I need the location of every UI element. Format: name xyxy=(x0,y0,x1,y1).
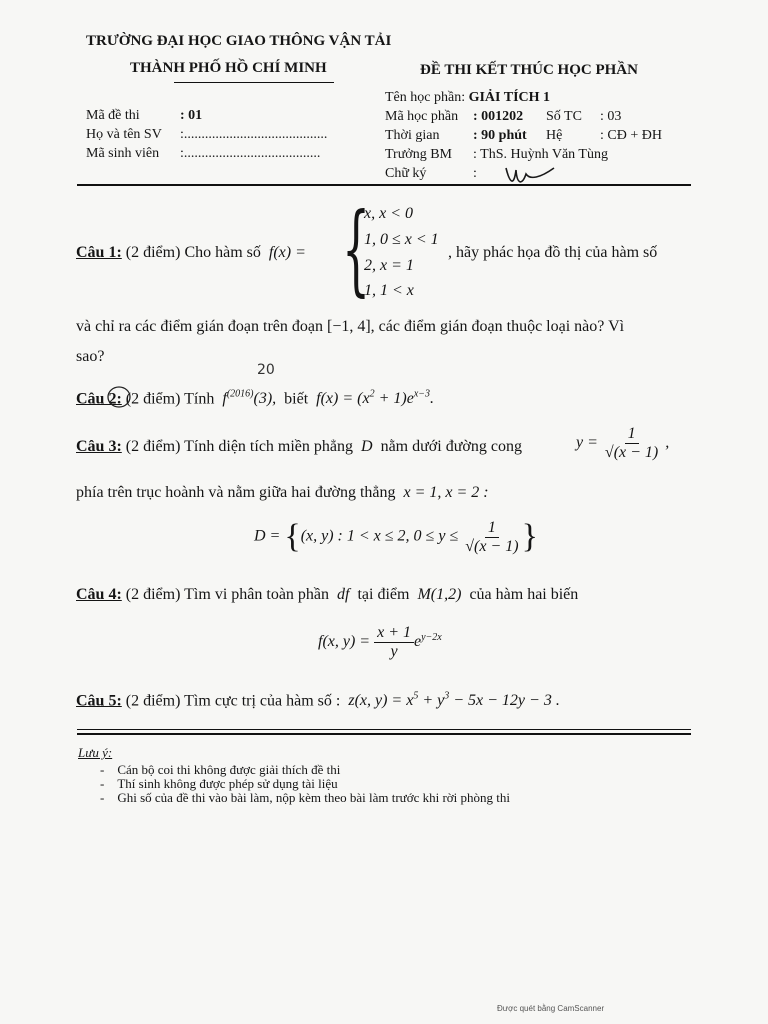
question-3-line2: phía trên trục hoành và nằm giữa hai đường thẳng xyxy=(76,484,396,501)
question-1-case-4: 1, 1 < x xyxy=(364,282,414,299)
footer-rule-top xyxy=(77,729,691,730)
question-4-function: f(x, y) = $\frac{x + 1}{y}$ $e^{y-2x}$ xyxy=(318,624,442,660)
student-id-field: :....................................... xyxy=(180,146,321,161)
school-name-line2: THÀNH PHỐ HỒ CHÍ MINH xyxy=(130,60,327,76)
note-item-2: - Thí sinh không được phép sử dụng tài liệu xyxy=(100,776,338,791)
question-4-points: (2 điểm) xyxy=(125,586,181,603)
course-name-label: Tên học phần: xyxy=(385,90,466,105)
question-3-intro xyxy=(76,438,522,456)
question-2-label: Câu 2: xyxy=(76,390,122,408)
question-4-text-c: của hàm hai biến xyxy=(469,586,579,603)
signature-colon: : xyxy=(473,166,477,181)
question-3-lines: x = 1, x = 2 : xyxy=(399,484,489,501)
question-5-points: (2 điểm) xyxy=(125,692,181,710)
question-2-order: (2016) xyxy=(226,389,254,400)
question-1-label: Câu 1: xyxy=(76,244,122,261)
note-item-1: - Cán bộ coi thi không được giải thích đề thi xyxy=(100,762,341,777)
school-underline xyxy=(174,82,334,83)
duration-label: Thời gian xyxy=(385,128,440,143)
student-name-field: :......................................... xyxy=(180,127,328,142)
question-4-text-b: tại điểm xyxy=(357,586,410,603)
course-code-label: Mã học phần xyxy=(385,109,459,124)
question-3-line2-row xyxy=(76,484,489,502)
question-2-points: (2 điểm) xyxy=(125,390,181,408)
question-4-point: M(1,2) xyxy=(413,586,466,603)
question-4-label: Câu 4: xyxy=(76,586,122,603)
notes-title: Lưu ý: xyxy=(78,745,113,760)
program-label: Hệ xyxy=(546,128,563,143)
question-2-text: Tính xyxy=(184,390,215,408)
duration-value: : 90 phút xyxy=(473,128,527,143)
question-3-text-b: nằm dưới đường cong xyxy=(380,438,522,455)
course-name-value: GIẢI TÍCH 1 xyxy=(468,90,551,105)
program-value: : CĐ + ĐH xyxy=(600,128,662,143)
head-dept-label: Trưởng BM xyxy=(385,147,452,162)
question-4-row xyxy=(76,586,578,604)
credits-value: : 03 xyxy=(600,109,622,124)
exam-code-label: Mã đề thi xyxy=(86,108,140,123)
question-1-text: Cho hàm số xyxy=(184,244,261,261)
camscanner-watermark: Được quét bằng CamScanner xyxy=(497,1004,605,1013)
question-1-intro xyxy=(76,244,306,262)
question-1-case-2: 1, 0 ≤ x < 1 xyxy=(364,231,439,248)
question-4-text: Tìm vi phân toàn phần xyxy=(184,586,330,603)
question-4-df: df xyxy=(333,586,354,603)
exam-title: ĐỀ THI KẾT THÚC HỌC PHẦN xyxy=(420,62,638,78)
course-code-value: : 001202 xyxy=(473,109,524,124)
question-1-brace: { xyxy=(342,193,371,307)
question-5-label: Câu 5: xyxy=(76,692,122,710)
question-1-line3: sao? xyxy=(76,348,105,365)
question-5-row xyxy=(76,691,560,710)
school-name-line1: TRƯỜNG ĐẠI HỌC GIAO THÔNG VẬN TẢI xyxy=(86,33,392,49)
student-name-label: Họ và tên SV xyxy=(86,127,162,142)
question-1-text-b: , hãy phác họa đồ thị của hàm số xyxy=(448,244,658,261)
question-1-case-1: x, x < 0 xyxy=(364,205,413,222)
question-1-case-3: 2, x = 1 xyxy=(364,257,414,274)
signature-label: Chữ ký xyxy=(385,166,427,181)
question-2-deriv: $f^{(2016)}(3)$, xyxy=(218,389,281,408)
footer-rule-bottom xyxy=(77,733,691,735)
question-2-text2: biết xyxy=(284,390,309,408)
question-3-text: Tính diện tích miền phẳng xyxy=(184,438,354,455)
question-1-fx: f(x) = xyxy=(264,244,306,261)
exam-code-value: : 01 xyxy=(180,108,203,123)
question-1-line2: và chỉ ra các điểm gián đoạn trên đoạn [−1, 4], các điểm gián đoạn thuộc loại nào? Vì xyxy=(76,318,625,335)
header-divider xyxy=(77,184,691,186)
question-2-handwritten-note: 20 xyxy=(257,362,275,378)
question-3-region-formula: D = {(x, y) : 1 < x ≤ 2, 0 ≤ y ≤ $\frac{1}{√(x - 1)}$ } xyxy=(254,518,538,555)
note-item-3-text: Ghi số của đề thi vào bài làm, nộp kèm theo bài làm trước khi rời phòng thi xyxy=(117,790,511,805)
question-2-handwritten-circle xyxy=(106,385,132,409)
student-id-label: Mã sinh viên xyxy=(86,146,160,161)
question-3-label: Câu 3: xyxy=(76,438,122,455)
note-item-1-text: Cán bộ coi thi không được giải thích đề thi xyxy=(117,762,341,777)
question-3-points: (2 điểm) xyxy=(125,438,181,455)
course-name-row xyxy=(385,90,550,106)
note-item-2-text: Thí sinh không được phép sử dụng tài liệu xyxy=(117,776,338,791)
head-dept-value: : ThS. Huỳnh Văn Tùng xyxy=(473,147,608,162)
question-2-function: $f(x) = (x^2 + 1)e^{x-3}$. xyxy=(312,389,435,408)
note-item-3: - Ghi số của đề thi vào bài làm, nộp kèm theo bài làm trước khi rời phòng thi xyxy=(100,790,511,805)
question-5-text: Tìm cực trị của hàm số : xyxy=(184,692,341,710)
question-3-region-d: D xyxy=(357,438,377,455)
question-3-curve: y = $\frac{1}{√(x - 1)}$ , xyxy=(576,425,670,461)
question-5-function: z(x, $y) = x^5 + y^3 - 5x - 12y - 3$ . xyxy=(344,691,560,710)
credits-label: Số TC xyxy=(546,109,582,124)
question-1-points: (2 điểm) xyxy=(125,244,181,261)
